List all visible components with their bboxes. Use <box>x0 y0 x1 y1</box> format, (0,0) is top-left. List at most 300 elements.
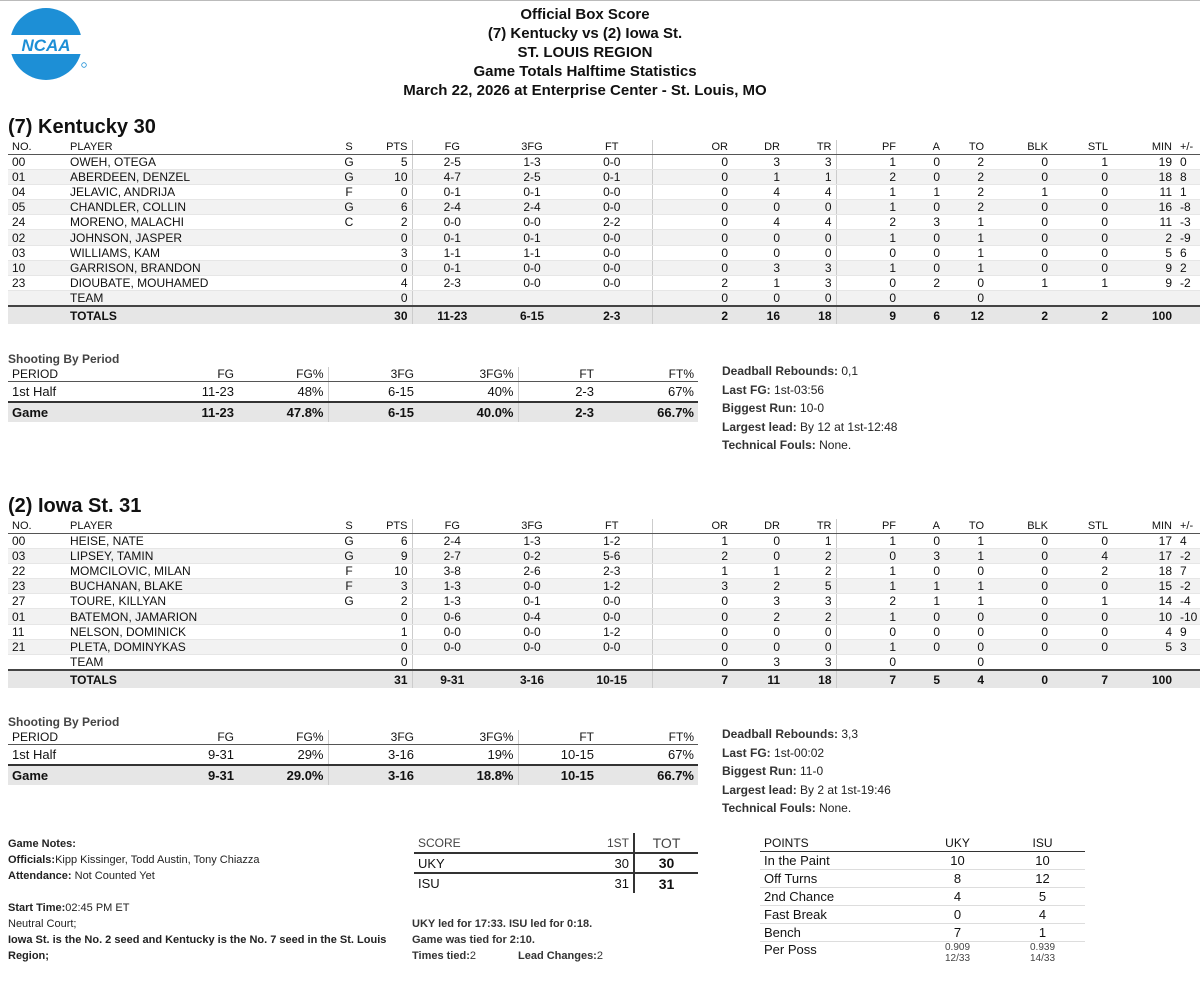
cell-plus-minus <box>1176 655 1200 671</box>
cell-3fg: 0-1 <box>492 594 572 609</box>
period-header-3fg: 3FG <box>328 367 418 382</box>
cell-blk: 0 <box>988 200 1052 215</box>
cell-tr: 2 <box>784 563 836 578</box>
points-isu: 5 <box>1000 887 1085 905</box>
cell-min: 16 <box>1112 200 1176 215</box>
cell-tr: 4 <box>784 215 836 230</box>
cell-min: 14 <box>1112 594 1176 609</box>
cell-pts: 0 <box>366 230 412 245</box>
totals-3fg: 3-16 <box>492 670 572 688</box>
cell-tr: 5 <box>784 579 836 594</box>
cell-ft: 0-0 <box>572 639 652 654</box>
cell-blk: 0 <box>988 548 1052 563</box>
points-uky: 10 <box>915 851 1000 869</box>
totals-to: 4 <box>944 670 988 688</box>
totals-dr: 16 <box>732 306 784 324</box>
cell-or: 3 <box>652 579 732 594</box>
date-venue: March 22, 2026 at Enterprise Center - St. Louis, MO <box>403 82 767 99</box>
cell-pf: 1 <box>836 533 900 548</box>
totals-blk: 2 <box>988 306 1052 324</box>
shooting-by-period-table-iowa-st <box>8 730 698 785</box>
player-row <box>8 609 1200 624</box>
cell-fg: 0-0 <box>412 624 492 639</box>
player-row <box>8 200 1200 215</box>
cell-to: 1 <box>944 260 988 275</box>
cell-plus-minus: -4 <box>1176 594 1200 609</box>
player-row <box>8 579 1200 594</box>
cell-dr: 3 <box>732 260 784 275</box>
cell-no: 22 <box>8 563 66 578</box>
points-uky: 4 <box>915 887 1000 905</box>
totals-pf: 9 <box>836 306 900 324</box>
cell-stl: 0 <box>1052 579 1112 594</box>
totals-plus-minus <box>1176 670 1200 688</box>
cell-plus-minus: -8 <box>1176 200 1200 215</box>
cell-dr: 0 <box>732 230 784 245</box>
team-note <box>722 362 897 381</box>
cell-tr: 0 <box>784 291 836 307</box>
cell-player: JELAVIC, ANDRIJA <box>66 184 332 199</box>
column-header-player: PLAYER <box>66 140 332 154</box>
column-header-starter: S <box>332 519 366 533</box>
score-total: 31 <box>634 873 698 893</box>
cell-a: 0 <box>900 533 944 548</box>
cell-starter <box>332 624 366 639</box>
cell-fg: 1-3 <box>412 579 492 594</box>
period-fg: 9-31 <box>158 765 238 785</box>
cell-min: 5 <box>1112 245 1176 260</box>
region-title: ST. LOUIS REGION <box>517 44 653 61</box>
cell-a <box>900 291 944 307</box>
cell-a: 0 <box>900 154 944 169</box>
cell-pts: 0 <box>366 291 412 307</box>
points-uky: 8 <box>915 869 1000 887</box>
cell-or: 0 <box>652 154 732 169</box>
cell-min: 17 <box>1112 548 1176 563</box>
game-notes-title: Game Notes: <box>8 838 76 850</box>
totals-player: TOTALS <box>66 670 332 688</box>
cell-player: NELSON, DOMINICK <box>66 624 332 639</box>
cell-fg: 2-4 <box>412 200 492 215</box>
score-first-half: 31 <box>614 876 629 891</box>
cell-player: WILLIAMS, KAM <box>66 245 332 260</box>
cell-blk: 1 <box>988 276 1052 291</box>
cell-a: 0 <box>900 200 944 215</box>
period-period: 1st Half <box>8 745 158 765</box>
totals-to: 12 <box>944 306 988 324</box>
cell-fg <box>412 291 492 307</box>
cell-min: 17 <box>1112 533 1176 548</box>
cell-ft: 0-0 <box>572 276 652 291</box>
column-header-or: OR <box>652 519 732 533</box>
cell-3fg: 1-3 <box>492 533 572 548</box>
cell-ft: 1-2 <box>572 579 652 594</box>
cell-dr: 1 <box>732 563 784 578</box>
cell-a: 3 <box>900 215 944 230</box>
cell-min: 4 <box>1112 624 1176 639</box>
cell-dr: 1 <box>732 276 784 291</box>
team-note <box>722 399 897 418</box>
cell-to: 1 <box>944 594 988 609</box>
totals-fg: 9-31 <box>412 670 492 688</box>
cell-fg: 2-7 <box>412 548 492 563</box>
cell-stl: 0 <box>1052 169 1112 184</box>
player-row <box>8 230 1200 245</box>
cell-pf: 0 <box>836 624 900 639</box>
cell-stl: 0 <box>1052 260 1112 275</box>
cell-starter: F <box>332 184 366 199</box>
team-note-value: 1st-03:56 <box>774 382 825 397</box>
cell-min: 9 <box>1112 276 1176 291</box>
totals-no <box>8 670 66 688</box>
cell-plus-minus: -9 <box>1176 230 1200 245</box>
seed-note: Iowa St. is the No. 2 seed and Kentucky is the No. 7 seed in the St. Louis Region; <box>8 934 387 962</box>
totals-starter <box>332 670 366 688</box>
points-uky: 7 <box>915 923 1000 941</box>
column-header-min: MIN <box>1112 140 1176 154</box>
cell-pts: 0 <box>366 655 412 671</box>
cell-a: 3 <box>900 548 944 563</box>
cell-starter <box>332 230 366 245</box>
cell-no <box>8 291 66 307</box>
start-time-line: Start Time:02:45 PM ET <box>8 902 130 914</box>
period-header-ft-pct: FT% <box>598 367 698 382</box>
cell-dr: 0 <box>732 639 784 654</box>
cell-to: 2 <box>944 184 988 199</box>
cell-a: 1 <box>900 184 944 199</box>
period-3fg: 3-16 <box>328 745 418 765</box>
points-row <box>760 869 1085 887</box>
period-header-fg-pct: FG% <box>238 730 328 745</box>
cell-to: 1 <box>944 548 988 563</box>
team-note <box>722 762 891 781</box>
cell-blk: 0 <box>988 563 1052 578</box>
cell-starter <box>332 639 366 654</box>
cell-blk: 0 <box>988 260 1052 275</box>
cell-plus-minus: 4 <box>1176 533 1200 548</box>
cell-blk: 0 <box>988 639 1052 654</box>
column-header-ft: FT <box>572 519 652 533</box>
period-ft: 2-3 <box>518 402 598 422</box>
cell-pts: 2 <box>366 215 412 230</box>
cell-tr: 3 <box>784 260 836 275</box>
period-row <box>8 402 698 422</box>
cell-no: 01 <box>8 609 66 624</box>
cell-starter <box>332 276 366 291</box>
column-header-a: A <box>900 140 944 154</box>
cell-ft: 1-2 <box>572 624 652 639</box>
cell-starter: G <box>332 154 366 169</box>
cell-starter <box>332 655 366 671</box>
cell-pf: 2 <box>836 169 900 184</box>
cell-stl: 1 <box>1052 276 1112 291</box>
cell-ft: 0-1 <box>572 169 652 184</box>
cell-or: 0 <box>652 624 732 639</box>
period-period: Game <box>8 402 158 422</box>
cell-starter <box>332 245 366 260</box>
cell-ft: 0-0 <box>572 260 652 275</box>
cell-player: GARRISON, BRANDON <box>66 260 332 275</box>
cell-fg: 0-0 <box>412 639 492 654</box>
cell-tr: 0 <box>784 639 836 654</box>
cell-plus-minus: 6 <box>1176 245 1200 260</box>
cell-or: 0 <box>652 184 732 199</box>
cell-to: 0 <box>944 639 988 654</box>
cell-player: BUCHANAN, BLAKE <box>66 579 332 594</box>
cell-player: ABERDEEN, DENZEL <box>66 169 332 184</box>
cell-pts: 3 <box>366 579 412 594</box>
cell-tr: 3 <box>784 594 836 609</box>
cell-plus-minus: -10 <box>1176 609 1200 624</box>
cell-to: 1 <box>944 579 988 594</box>
column-header-pts: PTS <box>366 519 412 533</box>
shooting-by-period-label: Shooting By Period <box>8 352 120 366</box>
team-note-value: By 2 at 1st-19:46 <box>800 782 891 797</box>
cell-min: 19 <box>1112 154 1176 169</box>
per-poss-label: Per Poss <box>764 941 817 957</box>
score-total: 30 <box>634 853 698 873</box>
cell-stl: 0 <box>1052 230 1112 245</box>
cell-ft: 5-6 <box>572 548 652 563</box>
cell-or: 1 <box>652 533 732 548</box>
team-note-label: Largest lead: <box>722 419 797 434</box>
cell-pf: 1 <box>836 579 900 594</box>
cell-min <box>1112 655 1176 671</box>
cell-no: 03 <box>8 548 66 563</box>
cell-min: 15 <box>1112 579 1176 594</box>
cell-no: 04 <box>8 184 66 199</box>
points-category: Bench <box>760 923 915 941</box>
cell-stl <box>1052 291 1112 307</box>
cell-pf: 1 <box>836 260 900 275</box>
cell-player: BATEMON, JAMARION <box>66 609 332 624</box>
period-header-fg: FG <box>158 367 238 382</box>
cell-min: 10 <box>1112 609 1176 624</box>
cell-starter: G <box>332 594 366 609</box>
period-header-fg: FG <box>158 730 238 745</box>
attendance-line: Attendance: Not Counted Yet <box>8 870 155 882</box>
totals-min: 100 <box>1112 306 1176 324</box>
totals-player: TOTALS <box>66 306 332 324</box>
player-row <box>8 291 1200 307</box>
cell-or: 0 <box>652 215 732 230</box>
cell-blk: 0 <box>988 169 1052 184</box>
column-header-3fg: 3FG <box>492 140 572 154</box>
cell-ft: 0-0 <box>572 184 652 199</box>
cell-to: 0 <box>944 609 988 624</box>
team-notes-iowa-st <box>722 725 891 818</box>
period-ft-pct: 66.7% <box>598 402 698 422</box>
cell-starter: F <box>332 563 366 578</box>
player-row <box>8 594 1200 609</box>
points-isu: 1 <box>1000 923 1085 941</box>
cell-player: TEAM <box>66 291 332 307</box>
team-note-label: Deadball Rebounds: <box>722 727 839 741</box>
cell-tr: 3 <box>784 655 836 671</box>
period-header-3fg-pct: 3FG% <box>418 730 518 745</box>
team-note <box>722 381 897 400</box>
column-header-blk: BLK <box>988 140 1052 154</box>
cell-min <box>1112 291 1176 307</box>
cell-stl: 0 <box>1052 609 1112 624</box>
cell-no: 05 <box>8 200 66 215</box>
cell-3fg: 0-1 <box>492 184 572 199</box>
totals-pts: 30 <box>366 306 412 324</box>
team-note <box>722 799 891 818</box>
cell-dr: 0 <box>732 624 784 639</box>
cell-dr: 3 <box>732 655 784 671</box>
cell-fg: 3-8 <box>412 563 492 578</box>
team-note-label: Technical Fouls: <box>722 438 816 452</box>
column-header-no: NO. <box>8 519 66 533</box>
period-ft: 2-3 <box>518 382 598 402</box>
cell-3fg: 0-0 <box>492 260 572 275</box>
period-row <box>8 765 698 785</box>
cell-starter: C <box>332 215 366 230</box>
cell-pts: 1 <box>366 624 412 639</box>
cell-a: 0 <box>900 639 944 654</box>
cell-no: 23 <box>8 276 66 291</box>
cell-no: 21 <box>8 639 66 654</box>
svg-text:NCAA: NCAA <box>21 36 71 55</box>
totals-min: 100 <box>1112 670 1176 688</box>
cell-stl: 0 <box>1052 200 1112 215</box>
cell-a: 1 <box>900 594 944 609</box>
cell-to: 2 <box>944 169 988 184</box>
column-header-fg: FG <box>412 140 492 154</box>
points-isu: 4 <box>1000 905 1085 923</box>
team-note-value: None. <box>819 801 852 815</box>
cell-blk <box>988 291 1052 307</box>
points-category: 2nd Chance <box>760 887 915 905</box>
cell-tr: 1 <box>784 169 836 184</box>
cell-ft: 0-0 <box>572 245 652 260</box>
cell-ft <box>572 291 652 307</box>
cell-3fg <box>492 291 572 307</box>
cell-player: HEISE, NATE <box>66 533 332 548</box>
cell-starter: G <box>332 200 366 215</box>
cell-blk <box>988 655 1052 671</box>
cell-to: 1 <box>944 230 988 245</box>
cell-dr: 3 <box>732 154 784 169</box>
cell-blk: 0 <box>988 609 1052 624</box>
cell-ft: 0-0 <box>572 594 652 609</box>
cell-pf: 0 <box>836 276 900 291</box>
column-header-stl: STL <box>1052 519 1112 533</box>
team-note-label: Last FG: <box>722 382 771 397</box>
cell-to: 2 <box>944 154 988 169</box>
score-first-header: 1ST <box>514 833 634 853</box>
cell-stl: 0 <box>1052 245 1112 260</box>
cell-pf: 1 <box>836 563 900 578</box>
totals-fg: 11-23 <box>412 306 492 324</box>
cell-player: TEAM <box>66 655 332 671</box>
cell-pts: 0 <box>366 639 412 654</box>
column-header-no: NO. <box>8 140 66 154</box>
totals-or: 2 <box>652 306 732 324</box>
cell-starter: G <box>332 169 366 184</box>
cell-no: 03 <box>8 245 66 260</box>
cell-3fg: 0-0 <box>492 215 572 230</box>
totals-dr: 11 <box>732 670 784 688</box>
cell-pts: 0 <box>366 184 412 199</box>
cell-starter: F <box>332 579 366 594</box>
cell-blk: 0 <box>988 624 1052 639</box>
period-3fg-pct: 18.8% <box>418 765 518 785</box>
team-notes-kentucky <box>722 362 897 455</box>
shooting-by-period-label: Shooting By Period <box>8 715 120 729</box>
cell-tr: 3 <box>784 154 836 169</box>
team-note <box>722 418 897 437</box>
cell-fg: 1-1 <box>412 245 492 260</box>
cell-or: 0 <box>652 245 732 260</box>
cell-pf: 2 <box>836 215 900 230</box>
cell-pts: 6 <box>366 200 412 215</box>
lead-info <box>412 916 603 964</box>
period-header-ft: FT <box>518 730 598 745</box>
cell-to: 0 <box>944 276 988 291</box>
cell-no <box>8 655 66 671</box>
totals-stl: 7 <box>1052 670 1112 688</box>
score-team: ISU <box>418 876 440 891</box>
cell-min: 18 <box>1112 169 1176 184</box>
team-note <box>722 781 891 800</box>
cell-3fg <box>492 655 572 671</box>
cell-blk: 0 <box>988 533 1052 548</box>
column-header-to: TO <box>944 519 988 533</box>
points-row <box>760 905 1085 923</box>
player-row <box>8 563 1200 578</box>
totals-tr: 18 <box>784 670 836 688</box>
cell-to: 0 <box>944 655 988 671</box>
cell-3fg: 2-6 <box>492 563 572 578</box>
team-note-label: Biggest Run: <box>722 401 797 415</box>
period-header-period: PERIOD <box>8 367 158 382</box>
cell-no: 24 <box>8 215 66 230</box>
period-header-3fg: 3FG <box>328 730 418 745</box>
team-note-label: Biggest Run: <box>722 764 797 778</box>
cell-or: 0 <box>652 291 732 307</box>
cell-blk: 0 <box>988 594 1052 609</box>
points-category: Fast Break <box>760 905 915 923</box>
cell-a: 0 <box>900 624 944 639</box>
cell-blk: 0 <box>988 154 1052 169</box>
cell-player: DIOUBATE, MOUHAMED <box>66 276 332 291</box>
box-score-table-iowa-st <box>8 519 1200 688</box>
score-first-half: 30 <box>514 853 634 873</box>
cell-pts: 0 <box>366 260 412 275</box>
points-uky-header: UKY <box>915 835 1000 851</box>
period-3fg: 6-15 <box>328 402 418 422</box>
cell-tr: 4 <box>784 184 836 199</box>
totals-starter <box>332 306 366 324</box>
score-team: UKY <box>414 853 514 873</box>
cell-pf: 1 <box>836 200 900 215</box>
column-header-stl: STL <box>1052 140 1112 154</box>
team-title-iowa-st: (2) Iowa St. 31 <box>8 495 142 517</box>
cell-tr: 0 <box>784 624 836 639</box>
cell-no: 01 <box>8 169 66 184</box>
cell-a: 0 <box>900 563 944 578</box>
cell-dr: 0 <box>732 533 784 548</box>
score-row-isu <box>414 873 698 893</box>
cell-stl: 2 <box>1052 563 1112 578</box>
team-note <box>722 744 891 763</box>
column-header-starter: S <box>332 140 366 154</box>
period-fg: 11-23 <box>158 402 238 422</box>
cell-min: 11 <box>1112 215 1176 230</box>
cell-plus-minus: -2 <box>1176 579 1200 594</box>
